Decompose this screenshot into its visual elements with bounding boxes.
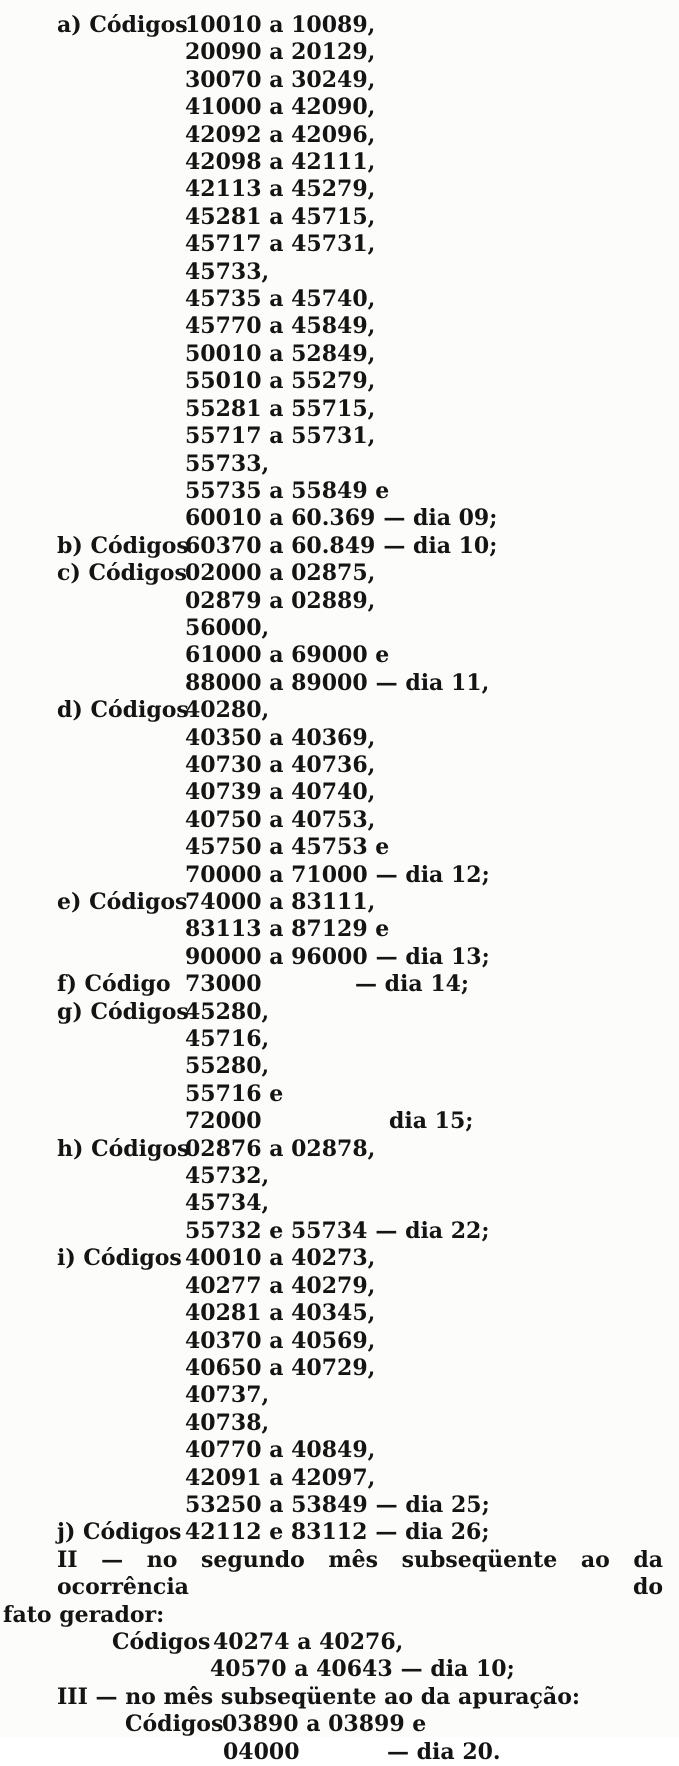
due-day: — dia 11, (375, 669, 490, 696)
code-range: 72000 (185, 1108, 262, 1135)
code-range: 55280, (185, 1053, 270, 1080)
code-range: 55732 e 55734 (185, 1217, 368, 1244)
text-line (0, 39, 679, 66)
code-range: 45735 a 45740, (185, 286, 376, 313)
code-range: 02000 a 02875, (185, 560, 376, 587)
due-day: — dia 14; (355, 971, 470, 998)
text-line (0, 1465, 679, 1492)
code-range: 02879 a 02889, (185, 587, 376, 614)
code-range: 55733, (185, 450, 270, 477)
code-range: 55281 a 55715, (185, 395, 376, 422)
text-line (0, 259, 679, 286)
text-line (0, 1273, 679, 1300)
code-range: 45280, (185, 998, 270, 1025)
code-range: 60010 a 60.369 (185, 505, 376, 532)
code-range: 73000 (185, 971, 262, 998)
text-line (0, 505, 679, 532)
code-range: 55010 a 55279, (185, 368, 376, 395)
code-range: 45770 a 45849, (185, 313, 376, 340)
code-range: 55717 a 55731, (185, 423, 376, 450)
text-line (0, 1629, 679, 1656)
code-range: 10010 a 10089, (185, 12, 376, 38)
due-day: — dia 26; (375, 1519, 490, 1546)
text-line (0, 1437, 679, 1464)
paragraph-text: III — no mês subseqüente ao da apuração: (57, 1683, 580, 1710)
code-range: 45281 a 45715, (185, 203, 376, 230)
due-day: — dia 09; (383, 505, 498, 532)
code-range: 40274 a 40276, (213, 1628, 404, 1655)
text-line (0, 1245, 679, 1272)
text-line (0, 889, 679, 916)
text-line (0, 999, 679, 1026)
text-line (0, 916, 679, 943)
code-range: 61000 a 69000 e (185, 642, 390, 669)
text-line (0, 1355, 679, 1382)
code-range: 55735 a 55849 e (185, 477, 390, 504)
paragraph-text: II — no segundo mês subseqüente ao da ocorrência do (57, 1546, 663, 1601)
code-range: 40280, (185, 697, 270, 724)
text-line (0, 807, 679, 834)
entry-label: e) Códigos (57, 889, 188, 915)
text-line (0, 560, 679, 587)
paragraph-text: fato gerador: (3, 1601, 165, 1628)
text-line (0, 396, 679, 423)
code-range: 40277 a 40279, (185, 1272, 376, 1299)
text-line (0, 1711, 679, 1738)
text-line (0, 341, 679, 368)
text-line (0, 533, 679, 560)
code-range: 42098 a 42111, (185, 149, 376, 176)
due-day: — dia 22; (375, 1217, 490, 1244)
code-range: 88000 a 89000 (185, 669, 368, 696)
text-line (0, 588, 679, 615)
text-line (0, 1300, 679, 1327)
text-line (0, 1026, 679, 1053)
code-range: 41000 a 42090, (185, 94, 376, 121)
due-day: — dia 25; (375, 1491, 490, 1518)
text-line (0, 1108, 679, 1135)
text-line (0, 1163, 679, 1190)
text-line (0, 1492, 679, 1519)
code-range: 45734, (185, 1190, 270, 1217)
text-line (0, 1656, 679, 1683)
code-range: 45717 a 45731, (185, 231, 376, 258)
entry-label: g) Códigos (57, 998, 189, 1025)
code-range: 02876 a 02878, (185, 1135, 376, 1162)
text-line (0, 1684, 679, 1711)
due-day: — dia 10; (400, 1656, 515, 1683)
text-line (0, 368, 679, 395)
code-range: 83113 a 87129 e (185, 916, 390, 943)
code-range: 42092 a 42096, (185, 121, 376, 148)
code-range: 40281 a 40345, (185, 1300, 376, 1327)
text-line (0, 615, 679, 642)
text-line (0, 451, 679, 478)
code-range: 45750 a 45753 e (185, 834, 390, 861)
due-day: — dia 10; (383, 532, 498, 559)
text-line (0, 1328, 679, 1355)
text-line (0, 1547, 679, 1602)
code-range: 74000 a 83111, (185, 889, 376, 915)
text-line (0, 944, 679, 971)
code-range: 40750 a 40753, (185, 806, 376, 833)
text-line (0, 231, 679, 258)
code-range: 04000 (223, 1738, 300, 1765)
text-line (0, 12, 679, 39)
code-range: 40350 a 40369, (185, 724, 376, 751)
code-range: 20090 a 20129, (185, 39, 376, 66)
code-range: 40738, (185, 1409, 270, 1436)
code-range: 45716, (185, 1026, 270, 1053)
text-line (0, 1136, 679, 1163)
text-line (0, 1081, 679, 1108)
code-range: 40010 a 40273, (185, 1245, 376, 1272)
entry-label: c) Códigos (57, 560, 187, 587)
text-line (0, 1053, 679, 1080)
code-range: 42091 a 42097, (185, 1464, 376, 1491)
code-range: 45733, (185, 258, 270, 285)
code-range: 40730 a 40736, (185, 751, 376, 778)
text-line (0, 1410, 679, 1437)
code-range: 60370 a 60.849 (185, 532, 376, 559)
code-range: 53250 a 53849 (185, 1491, 368, 1518)
text-line (0, 697, 679, 724)
text-line (0, 862, 679, 889)
text-line (0, 1519, 679, 1546)
text-line (0, 204, 679, 231)
text-line (0, 1382, 679, 1409)
text-line (0, 1602, 679, 1629)
due-day: — dia 20. (387, 1738, 501, 1765)
code-range: 56000, (185, 614, 270, 641)
code-range: 40570 a 40643 (210, 1656, 393, 1683)
text-line (0, 779, 679, 806)
due-day: dia 15; (389, 1108, 474, 1135)
text-line (0, 423, 679, 450)
code-range: 42113 a 45279, (185, 176, 376, 203)
entry-label: h) Códigos (57, 1135, 190, 1162)
entry-label: b) Códigos (57, 532, 189, 559)
text-line (0, 1739, 679, 1766)
code-range: 03890 a 03899 e (222, 1711, 427, 1738)
entry-label: Códigos (125, 1711, 224, 1738)
text-line (0, 642, 679, 669)
code-range: 45732, (185, 1163, 270, 1190)
code-range: 40737, (185, 1382, 270, 1409)
entry-label: j) Códigos (57, 1519, 182, 1546)
text-line (0, 834, 679, 861)
due-day: — dia 12; (375, 861, 490, 888)
code-range: 42112 e 83112 (185, 1519, 368, 1546)
entry-label: Códigos (112, 1628, 211, 1655)
text-line (0, 478, 679, 505)
text-line (0, 1190, 679, 1217)
entry-label: d) Códigos (57, 697, 189, 724)
code-range: 40739 a 40740, (185, 779, 376, 806)
code-range: 30070 a 30249, (185, 66, 376, 93)
text-line (0, 725, 679, 752)
text-line (0, 94, 679, 121)
entry-label: f) Código (57, 971, 171, 998)
code-range: 40370 a 40569, (185, 1327, 376, 1354)
code-range: 90000 a 96000 (185, 943, 368, 970)
text-line (0, 313, 679, 340)
text-line (0, 286, 679, 313)
code-range: 50010 a 52849, (185, 340, 376, 367)
text-line (0, 971, 679, 998)
text-line (0, 122, 679, 149)
entry-label: i) Códigos (57, 1245, 182, 1272)
text-line (0, 670, 679, 697)
text-line (0, 149, 679, 176)
entry-label: a) Códigos (57, 12, 188, 38)
text-line (0, 67, 679, 94)
due-day: — dia 13; (375, 943, 490, 970)
code-range: 40650 a 40729, (185, 1354, 376, 1381)
code-range: 70000 a 71000 (185, 861, 368, 888)
text-line (0, 1218, 679, 1245)
text-line (0, 752, 679, 779)
code-range: 55716 e (185, 1080, 284, 1107)
text-line (0, 176, 679, 203)
code-range: 40770 a 40849, (185, 1437, 376, 1464)
